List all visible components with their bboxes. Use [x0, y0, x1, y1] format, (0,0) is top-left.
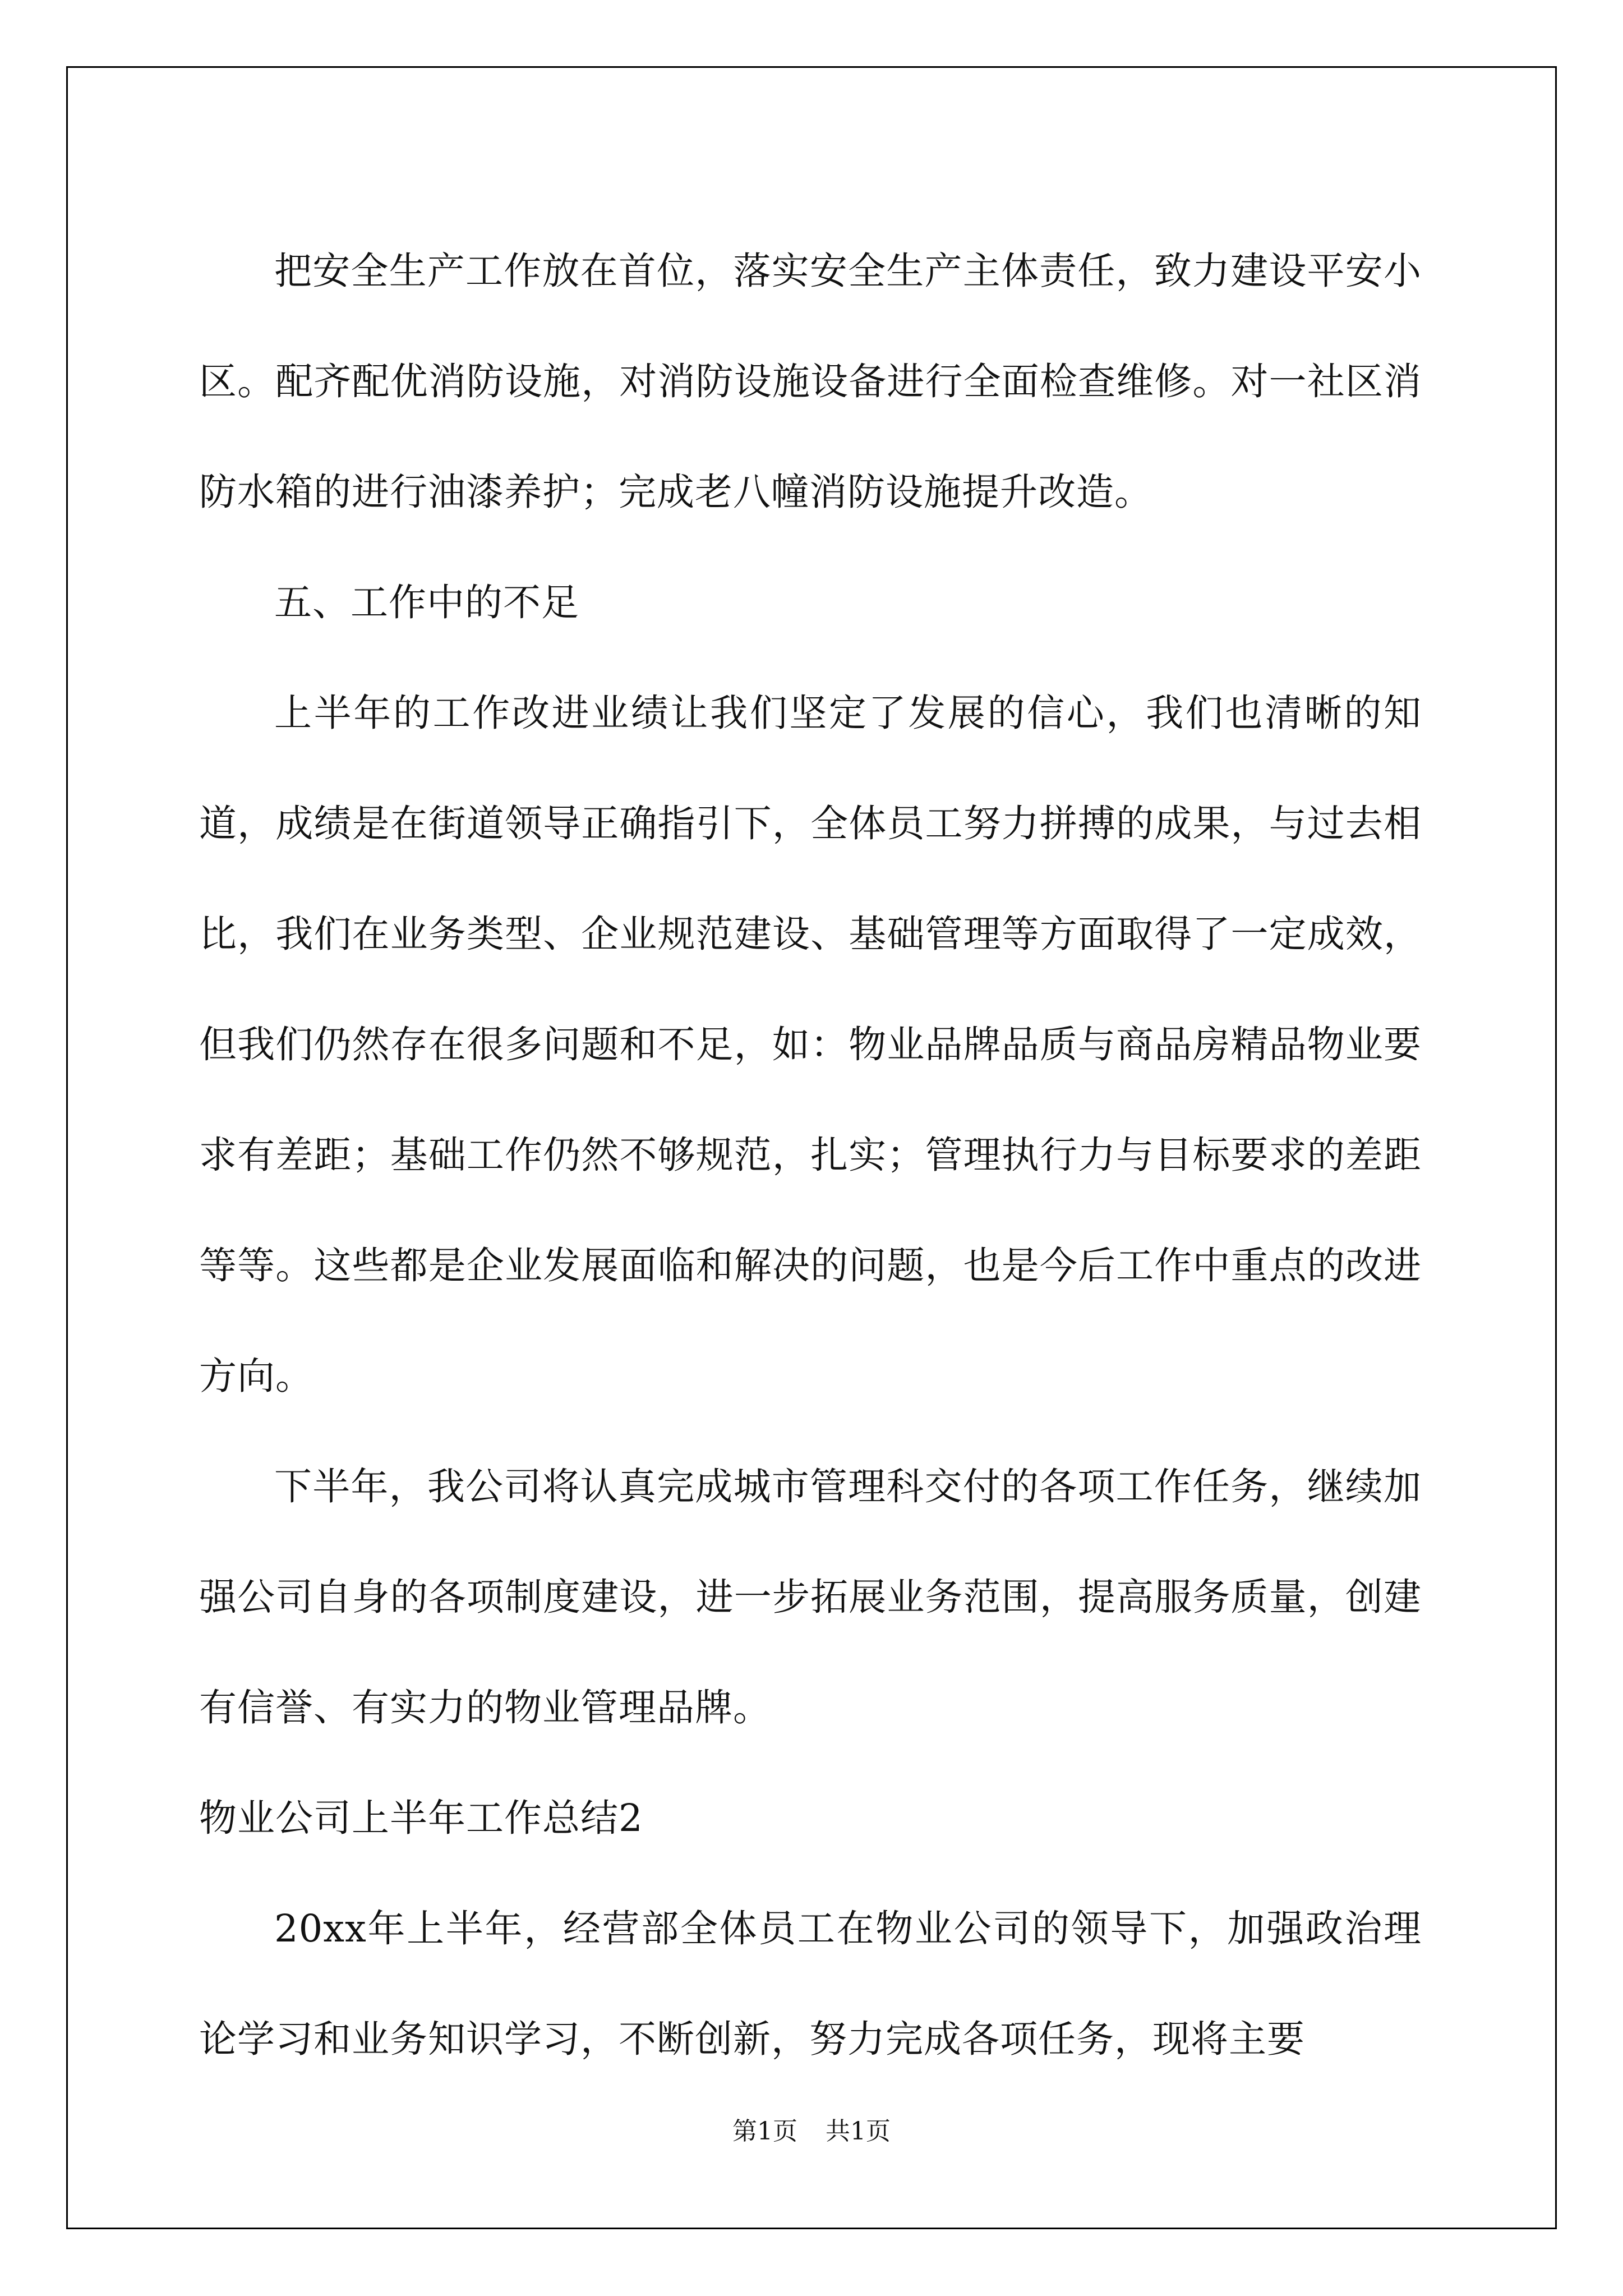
document-section-title: 物业公司上半年工作总结2	[199, 1796, 643, 1840]
paragraph-shortcomings: 上半年的工作改进业绩让我们坚定了发展的信心，我们也清晰的知道，成绩是在街道领导正确指引下，全体员工努力拼搏的成果，与过去相比，我们在业务类型、企业规范建设、基础管理等方面取得了一定成效，但我们仍然存在很多问题和不足，如：物业品牌品质与商品房精品物业要求有差距；基础工作仍然不够规范，扎实；管理执行力与目标要求的差距等等。这些都是企业发展面临和解决的问题，也是今后工作中重点的改进方向。	[199, 691, 1422, 1398]
paragraph-intro-2: 20xx年上半年，经营部全体员工在物业公司的领导下，加强政治理论学习和业务知识学习，不断创新，努力完成各项任务，现将主要	[199, 1907, 1422, 2061]
section-heading-shortcomings: 五、工作中的不足	[274, 581, 579, 624]
page-footer	[0, 2115, 1623, 2148]
paragraph-safety: 把安全生产工作放在首位，落实安全生产主体责任，致力建设平安小区。配齐配优消防设施，对消防设施设备进行全面检查维修。对一社区消防水箱的进行油漆养护；完成老八幢消防设施提升改造。	[199, 249, 1422, 514]
document-body	[199, 216, 1422, 2095]
page-number-current: 第1页	[732, 2117, 797, 2146]
page-number-total: 共1页	[826, 2117, 891, 2146]
paragraph-second-half-plan: 下半年，我公司将认真完成城市管理科交付的各项工作任务，继续加强公司自身的各项制度建设，进一步拓展业务范围，提高服务质量，创建有信誉、有实力的物业管理品牌。	[199, 1465, 1422, 1729]
